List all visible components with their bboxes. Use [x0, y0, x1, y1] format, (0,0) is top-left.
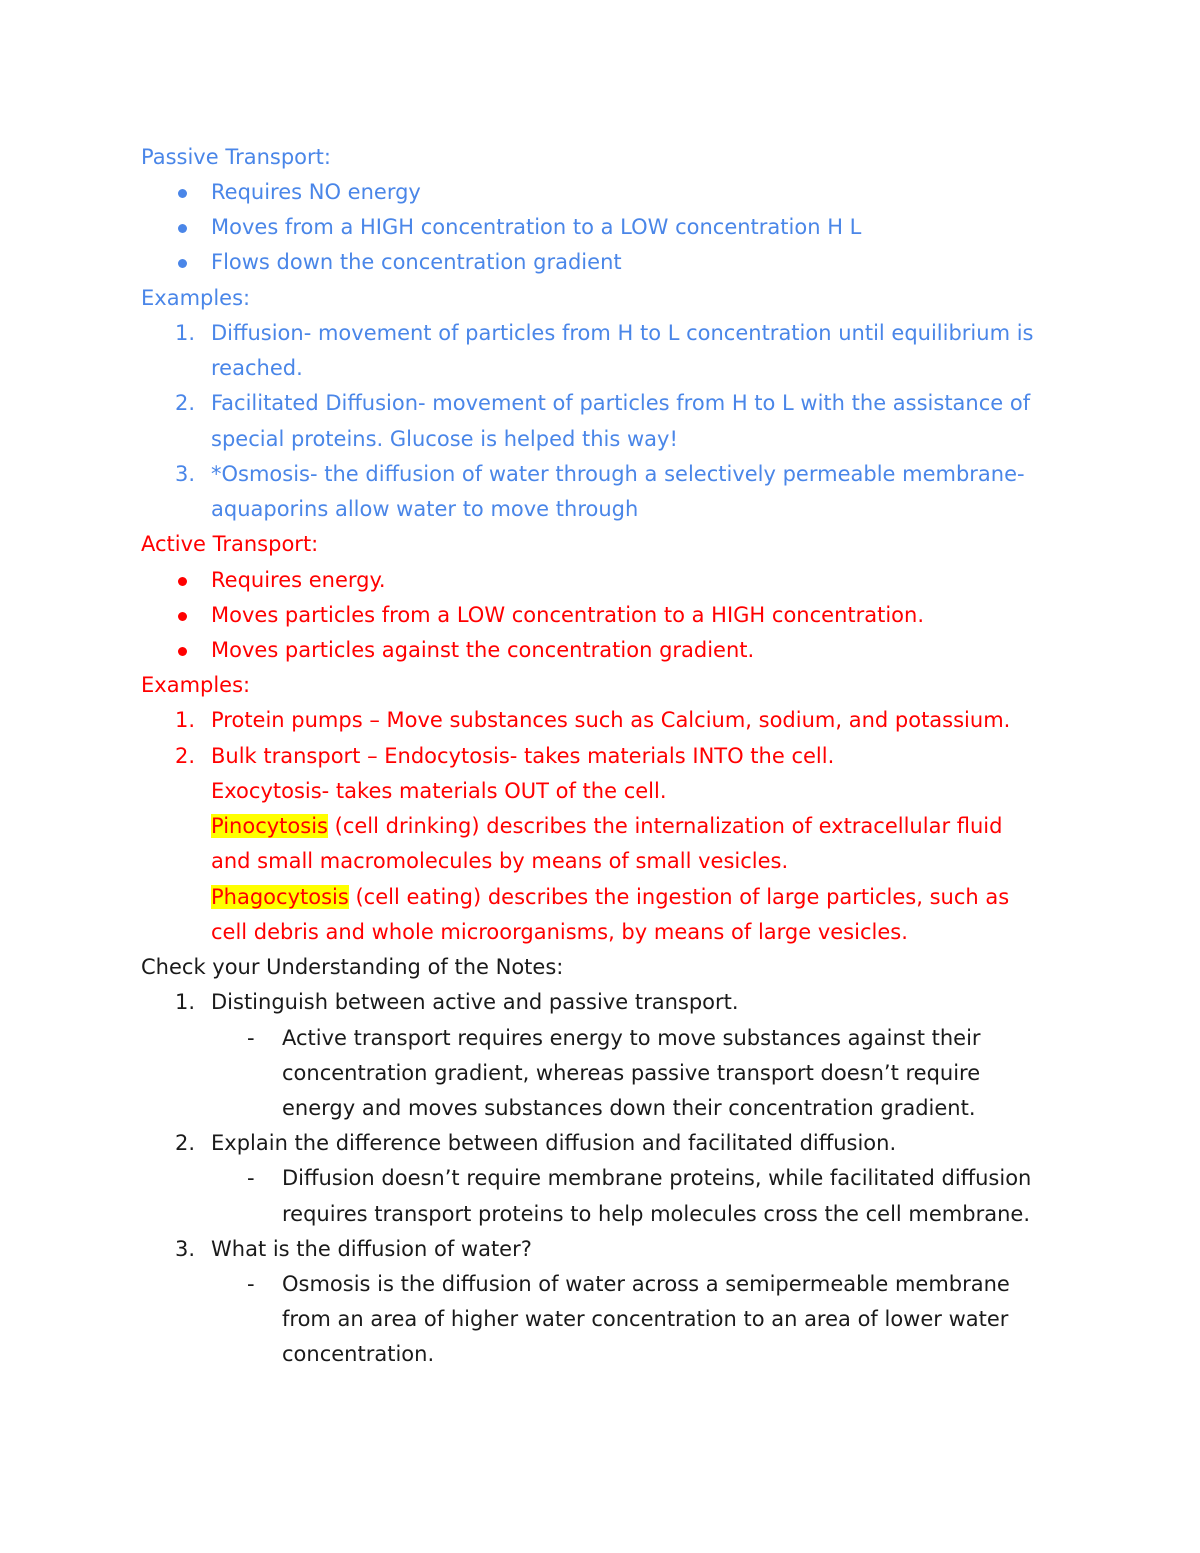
check-understanding-heading: Check your Understanding of the Notes:: [141, 955, 564, 979]
active-examples-heading: Examples:: [141, 673, 251, 697]
bullet-dot-icon: [178, 259, 187, 268]
phagocytosis-term-highlight: Phagocytosis: [211, 885, 349, 909]
document-page: Passive Transport: Requires NO energy Moves from a HIGH concentration to a LOW concentration H L Flows down the concentration gradient Examples: 1. Diffusion- movement of particles from H to L concentration until equilibrium is reached. 2. Facilitated Diffusion- movement of particles from H to L with the assistance of special proteins. Glucose is helped this way! 3. *Osmosis- the diffusion of water through a selectively permeable membrane- aquaporins allow water to move through Active Transport: Requires energy. Moves particles from a LOW concentration to a HIGH concentration. Moves particles against the concentration gradient. Examples: 1. Protein pumps – Move substances such as Calcium, sodium, and potassium. 2. Bulk transport – Endocytosis- takes materials INTO the cell. Exocytosis- takes materials OUT of the cell. Pinocytosis (cell drinking) describes the internalization of extracellular fluid and small macromolecules by means of small vesicles. Phagocytosis (cell eating) describes the ingestion of large particles, such as cell debris and whole microorganisms, by means of large vesicles. Check your Understanding of the Notes: 1. Distinguish between active and passive transport. - Active transport requires energy to move substances against their concentration gradient, whereas passive transport doesn’t require energy and moves substances down their concentration gradient. 2. Explain the difference between diffusion and facilitated diffusion. - Diffusion doesn’t require membrane proteins, while facilitated diffusion requires transport proteins to help molecules cross the cell membrane. 3. What is the diffusion of water? - Osmosis is the diffusion of water across a semipermeable membrane from an area of higher water concentration to an area of lower water concentration.: [0, 0, 1200, 1553]
active-transport-heading: Active Transport:: [141, 532, 319, 556]
bullet-dot-icon: [178, 189, 187, 198]
passive-transport-heading: Passive Transport:: [141, 145, 331, 169]
bullet-dot-icon: [178, 577, 187, 586]
passive-examples-heading: Examples:: [141, 286, 251, 310]
bullet-dot-icon: [178, 224, 187, 233]
bullet-dot-icon: [178, 612, 187, 621]
pinocytosis-term-highlight: Pinocytosis: [211, 814, 328, 838]
bullet-dot-icon: [178, 647, 187, 656]
